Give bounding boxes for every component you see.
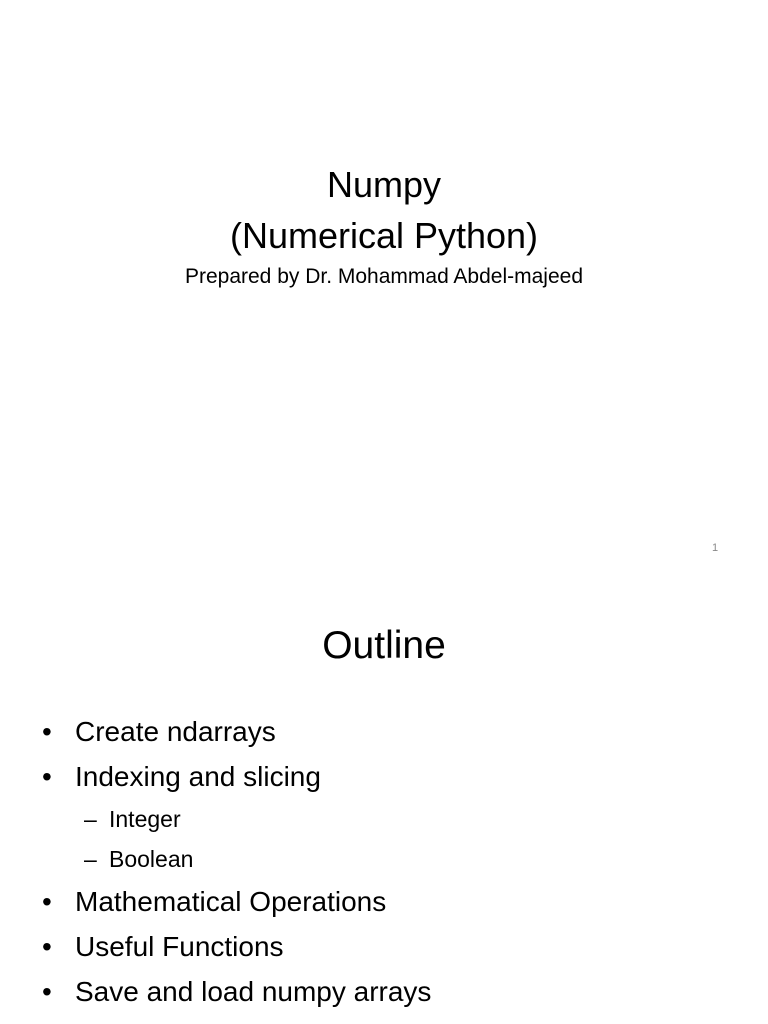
slide-2	[0, 576, 768, 1024]
slide-title-line-1: Numpy	[326, 164, 442, 205]
list-item-text: Save and load numpy arrays	[75, 976, 432, 1007]
dash-marker: –	[84, 846, 97, 872]
list-item-text: Indexing and slicing	[75, 761, 321, 792]
sub-list-item-text: Boolean	[109, 846, 194, 872]
sub-list-item-text: Integer	[109, 806, 181, 832]
slide-subtitle: Prepared by Dr. Mohammad Abdel-majeed	[184, 265, 584, 288]
list-item-text: Create ndarrays	[75, 716, 276, 747]
list-item-text: Mathematical Operations	[75, 886, 387, 917]
page-number: 1	[711, 542, 719, 554]
bullet-marker: •	[42, 716, 52, 747]
outline-title: Outline	[322, 624, 446, 667]
list-item-text: Useful Functions	[75, 931, 284, 962]
slide-title-line-2: (Numerical Python)	[229, 215, 539, 256]
bullet-marker: •	[42, 761, 52, 792]
bullet-marker: •	[42, 886, 52, 917]
dash-marker: –	[84, 806, 97, 832]
bullet-marker: •	[42, 931, 52, 962]
bullet-marker: •	[42, 976, 52, 1007]
